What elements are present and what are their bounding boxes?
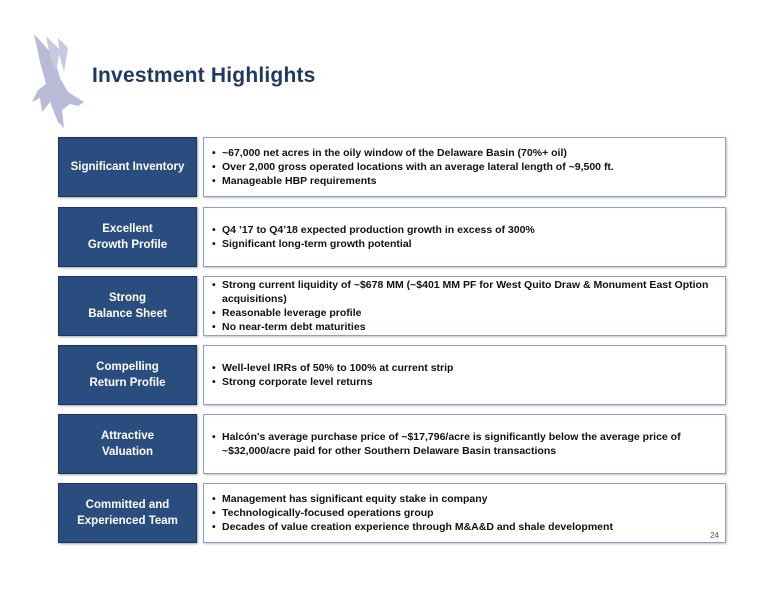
highlight-row-team [58,483,726,543]
page-number: 24 [710,531,719,540]
bullet-item: • Strong current liquidity of ~$678 MM (~$401 MM PF for West Quito Draw & Monument East Option acquisitions) [212,278,717,306]
bullet-item: • Reasonable leverage profile [212,306,717,320]
row-content [203,207,726,267]
bullet-item: • ~67,000 net acres in the oily window of the Delaware Basin (70%+ oil) [212,146,717,160]
bullet-item: • Management has significant equity stake in company [212,492,717,506]
row-label: Significant Inventory [58,137,197,197]
bullet-item: • Halcón's average purchase price of ~$17,796/acre is significantly below the average price of ~$32,000/acre paid for other Southern Delaware Basin transactions [212,430,717,458]
row-label: Attractive Valuation [58,414,197,474]
row-label: Committed and Experienced Team [58,483,197,543]
row-content [203,414,726,474]
bullet-item: • Manageable HBP requirements [212,174,717,188]
highlight-row-valuation [58,414,726,474]
row-content [203,276,726,336]
row-label: Compelling Return Profile [58,345,197,405]
bullet-item: • Q4 ’17 to Q4’18 expected production growth in excess of 300% [212,223,717,237]
bullet-item: • Decades of value creation experience through M&A&D and shale development [212,520,717,534]
highlight-row-balance-sheet [58,276,726,336]
highlight-row-inventory [58,137,726,197]
highlight-row-returns [58,345,726,405]
page-title: Investment Highlights [92,64,316,87]
row-content [203,345,726,405]
eagle-wing-icon [30,32,90,132]
row-content [203,137,726,197]
row-label: Strong Balance Sheet [58,276,197,336]
bullet-item: • Over 2,000 gross operated locations with an average lateral length of ~9,500 ft. [212,160,717,174]
row-label: Excellent Growth Profile [58,207,197,267]
bullet-item: • Significant long-term growth potential [212,237,717,251]
row-content [203,483,726,543]
bullet-item: • No near-term debt maturities [212,320,717,334]
bullet-item: • Technologically-focused operations group [212,506,717,520]
bullet-item: • Well-level IRRs of 50% to 100% at current strip [212,361,717,375]
bullet-item: • Strong corporate level returns [212,375,717,389]
highlight-row-growth [58,207,726,267]
